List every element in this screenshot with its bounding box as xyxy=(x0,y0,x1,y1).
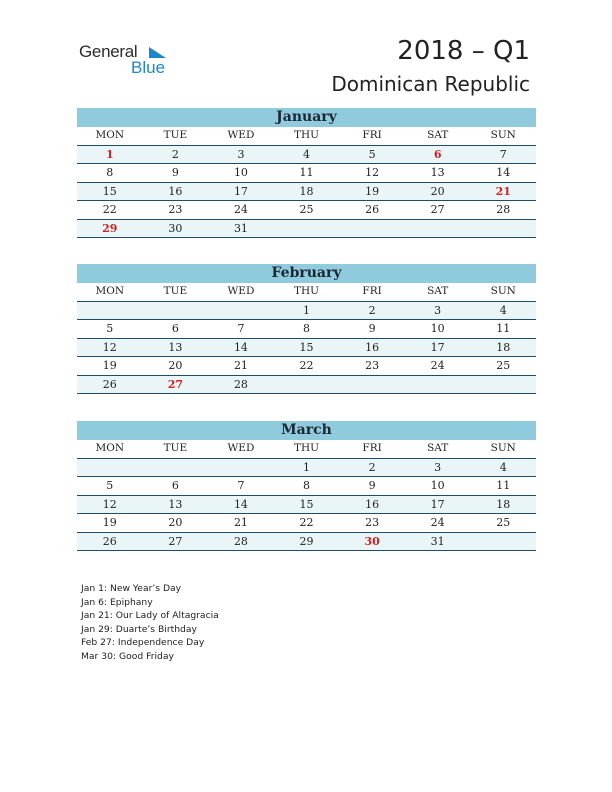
day-cell xyxy=(470,533,536,551)
weekday-label: FRI xyxy=(362,442,382,454)
weekday-label: FRI xyxy=(362,285,382,297)
day-cell: 5 xyxy=(368,147,376,161)
day-cell: 23 xyxy=(365,359,380,372)
day-cell: 26 xyxy=(102,534,117,548)
day-cell: 7 xyxy=(237,322,245,335)
day-cell: 30 xyxy=(168,221,183,235)
weekday-header-row xyxy=(77,283,536,302)
weekday-label: TUE xyxy=(163,129,188,141)
weekday-label: WED xyxy=(227,285,255,297)
week-row xyxy=(77,302,536,321)
day-cell xyxy=(405,376,471,394)
week-row xyxy=(77,220,536,239)
week-row xyxy=(77,533,536,552)
weekday-label: THU xyxy=(294,442,320,454)
day-cell: 20 xyxy=(168,359,183,372)
day-cell xyxy=(77,459,143,477)
day-cell: 17 xyxy=(233,184,248,198)
day-cell: 22 xyxy=(299,359,314,372)
week-row xyxy=(77,320,536,339)
weekday-header-row xyxy=(77,440,536,459)
day-cell: 14 xyxy=(233,497,248,511)
week-row xyxy=(77,183,536,202)
day-cell: 5 xyxy=(106,479,114,492)
weekday-label: MON xyxy=(95,129,125,141)
week-row xyxy=(77,357,536,376)
day-cell: 25 xyxy=(496,516,511,529)
day-cell: 3 xyxy=(434,460,442,474)
holiday-list xyxy=(81,582,219,664)
holiday-day-cell: 27 xyxy=(167,377,184,391)
month-calendar xyxy=(77,264,536,394)
day-cell: 1 xyxy=(303,460,311,474)
day-cell: 7 xyxy=(499,147,507,161)
day-cell: 24 xyxy=(430,359,445,372)
day-cell: 16 xyxy=(168,184,183,198)
day-cell: 12 xyxy=(365,166,380,179)
day-cell: 19 xyxy=(102,516,117,529)
holiday-note: Jan 6: Epiphany xyxy=(81,596,153,608)
weekday-label: SAT xyxy=(427,442,449,454)
month-calendar xyxy=(77,421,536,551)
day-cell xyxy=(405,220,471,238)
day-cell: 18 xyxy=(299,184,314,198)
week-row xyxy=(77,459,536,478)
day-cell: 25 xyxy=(299,203,314,216)
weekday-header-row xyxy=(77,127,536,146)
day-cell: 4 xyxy=(499,303,507,317)
holiday-day-cell: 30 xyxy=(364,534,380,548)
day-cell xyxy=(470,376,536,394)
day-cell: 15 xyxy=(102,184,117,198)
day-cell xyxy=(143,302,209,320)
day-cell: 15 xyxy=(299,497,314,511)
day-cell: 28 xyxy=(233,534,248,548)
day-cell: 19 xyxy=(365,184,380,198)
weekday-label: MON xyxy=(95,442,125,454)
day-cell: 6 xyxy=(171,479,179,492)
month-name: March xyxy=(77,421,536,440)
weekday-label: FRI xyxy=(362,129,382,141)
day-cell xyxy=(274,220,340,238)
month-calendar xyxy=(77,108,536,238)
holiday-note: Jan 21: Our Lady of Altagracia xyxy=(81,610,219,622)
day-cell: 25 xyxy=(496,359,511,372)
weekday-label: SAT xyxy=(427,129,449,141)
logo-text-blue: Blue xyxy=(131,58,166,77)
week-row xyxy=(77,164,536,183)
day-cell: 27 xyxy=(430,203,445,216)
weekday-label: TUE xyxy=(163,442,188,454)
week-row xyxy=(77,146,536,165)
day-cell: 3 xyxy=(434,303,442,317)
day-cell: 18 xyxy=(496,340,511,354)
day-cell: 14 xyxy=(233,340,248,354)
day-cell xyxy=(77,302,143,320)
logo-text-general: General xyxy=(79,42,138,61)
holiday-note: Jan 29: Duarte’s Birthday xyxy=(81,623,197,635)
holiday-day-cell: 1 xyxy=(105,147,114,161)
week-row xyxy=(77,477,536,496)
generalblue-logo xyxy=(79,42,179,78)
day-cell: 10 xyxy=(430,479,445,492)
day-cell: 12 xyxy=(102,340,117,354)
day-cell: 16 xyxy=(365,497,380,511)
day-cell: 29 xyxy=(299,534,314,548)
day-cell: 9 xyxy=(368,322,376,335)
day-cell: 17 xyxy=(430,340,445,354)
day-cell: 4 xyxy=(499,460,507,474)
day-cell: 11 xyxy=(299,166,314,179)
day-cell: 7 xyxy=(237,479,245,492)
day-cell xyxy=(143,459,209,477)
day-cell: 31 xyxy=(233,221,248,235)
day-cell: 16 xyxy=(365,340,380,354)
holiday-day-cell: 6 xyxy=(433,147,442,161)
week-row xyxy=(77,514,536,533)
day-cell: 10 xyxy=(233,166,248,179)
day-cell xyxy=(208,302,274,320)
day-cell: 14 xyxy=(496,166,511,179)
page-title: 2018 – Q1 xyxy=(397,36,530,66)
day-cell: 4 xyxy=(303,147,311,161)
day-cell: 15 xyxy=(299,340,314,354)
day-cell: 20 xyxy=(430,184,445,198)
day-cell: 13 xyxy=(168,497,183,511)
holiday-note: Feb 27: Independence Day xyxy=(81,637,205,649)
day-cell: 6 xyxy=(171,322,179,335)
weekday-label: TUE xyxy=(163,285,188,297)
day-cell: 2 xyxy=(368,460,376,474)
day-cell: 10 xyxy=(430,322,445,335)
day-cell: 20 xyxy=(168,516,183,529)
weekday-label: SAT xyxy=(427,285,449,297)
holiday-note: Jan 1: New Year’s Day xyxy=(81,583,182,594)
holiday-day-cell: 21 xyxy=(495,184,511,198)
day-cell: 26 xyxy=(365,203,380,216)
day-cell: 11 xyxy=(496,479,511,492)
day-cell xyxy=(339,220,405,238)
day-cell xyxy=(339,376,405,394)
day-cell: 1 xyxy=(303,303,311,317)
week-row xyxy=(77,201,536,220)
weekday-label: MON xyxy=(95,285,125,297)
month-name: January xyxy=(77,108,536,127)
day-cell: 17 xyxy=(430,497,445,511)
day-cell: 27 xyxy=(168,534,183,548)
day-cell: 5 xyxy=(106,322,114,335)
day-cell xyxy=(208,459,274,477)
day-cell: 24 xyxy=(233,203,248,216)
day-cell xyxy=(470,220,536,238)
day-cell: 13 xyxy=(168,340,183,354)
day-cell: 23 xyxy=(365,516,380,529)
day-cell: 13 xyxy=(430,166,445,179)
day-cell: 22 xyxy=(299,516,314,529)
day-cell: 8 xyxy=(106,166,114,179)
day-cell: 11 xyxy=(496,322,511,335)
day-cell: 19 xyxy=(102,359,117,372)
weekday-label: WED xyxy=(227,129,255,141)
day-cell: 9 xyxy=(171,166,179,179)
weekday-label: THU xyxy=(294,129,320,141)
weekday-label: SUN xyxy=(490,129,516,141)
weekday-label: THU xyxy=(294,285,320,297)
week-row xyxy=(77,376,536,395)
day-cell xyxy=(274,376,340,394)
country-name: Dominican Republic xyxy=(331,72,530,96)
week-row xyxy=(77,496,536,515)
day-cell: 2 xyxy=(171,147,179,161)
weekday-label: SUN xyxy=(490,442,516,454)
day-cell: 2 xyxy=(368,303,376,317)
day-cell: 28 xyxy=(496,203,511,216)
day-cell: 22 xyxy=(102,203,117,216)
weekday-label: SUN xyxy=(490,285,516,297)
day-cell: 24 xyxy=(430,516,445,529)
day-cell: 21 xyxy=(233,516,248,529)
day-cell: 28 xyxy=(233,377,248,391)
day-cell: 8 xyxy=(303,322,311,335)
holiday-day-cell: 29 xyxy=(102,221,118,235)
logo-triangle-icon xyxy=(149,47,166,58)
day-cell: 21 xyxy=(233,359,248,372)
day-cell: 18 xyxy=(496,497,511,511)
holiday-note: Mar 30: Good Friday xyxy=(81,650,174,662)
day-cell: 23 xyxy=(168,203,183,216)
day-cell: 26 xyxy=(102,377,117,391)
month-name: February xyxy=(77,264,536,283)
day-cell: 9 xyxy=(368,479,376,492)
day-cell: 31 xyxy=(430,534,445,548)
day-cell: 8 xyxy=(303,479,311,492)
day-cell: 12 xyxy=(102,497,117,511)
week-row xyxy=(77,339,536,358)
weekday-label: WED xyxy=(227,442,255,454)
day-cell: 3 xyxy=(237,147,245,161)
